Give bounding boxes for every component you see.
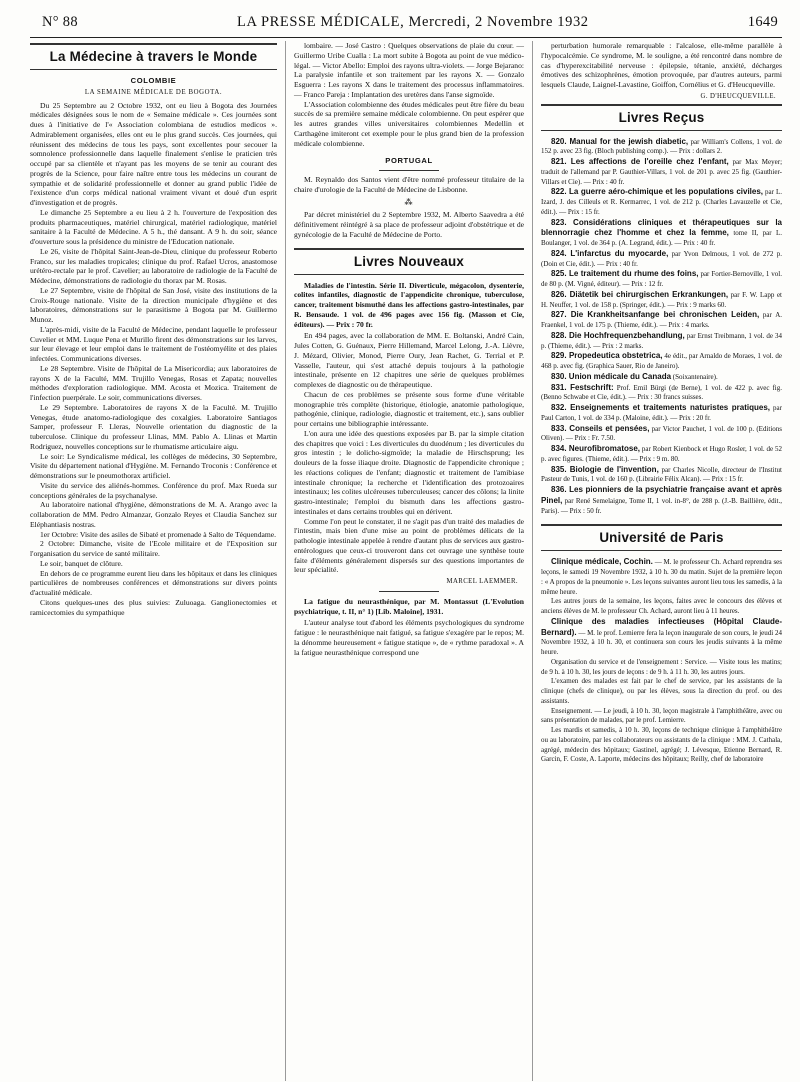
column-2 (285, 41, 532, 1081)
article-body (30, 101, 277, 618)
book-title: 826. Diätetik bei chirurgischen Erkrankungen, (551, 289, 729, 299)
paragraph: perturbation humorale remarquable : l'alcalose, elle-même parallèle à l'hypocalcémie. Ce syndrome, M. le souligne, a été rencontré dans nombre de cas d'hyperexcitabilité nerveuse : épilepsie, tétanie, anxiété, décharges émotives des schizophrènes, émotion provoquée, par d'autres auteurs, parmi lesquels Claude, Laignel-Lavastine, Goiffon, Cornélius et G. d'Heucqueville. (541, 41, 782, 89)
book-title: 830. Union médicale du Canada (551, 371, 672, 381)
paragraph: Le 29 Septembre. Laboratoires de rayons X de la Faculté. M. Trujillo Venegas, étude anatomo-radiologique des coxalgies. Laboratoire Santiagos Samper, professeur F. Lleras, Nouvelle orientation du diagnostic de la tuberculose. Clinique du professeur Llinas, MM. Pablo A. Llinas et Martin Rodriguez, nouvelles conceptions sur le rhumatisme articulaire aigu. (30, 402, 277, 451)
book-title: 831. Festschrift: (551, 382, 614, 392)
running-header (30, 14, 782, 38)
review-body (294, 331, 524, 575)
country-heading: COLOMBIE (130, 76, 177, 85)
book-details: par Fortier-Bernoville, 1 vol. de 80 p. (M. Vigné, éditeur). — Prix : 12 fr. (541, 270, 782, 288)
paragraph: Visite du service des aliénés-hommes. Conférence du prof. Max Rueda sur conceptions générales de la psychanalyse. (30, 480, 277, 500)
issue-number: N° 88 (42, 14, 78, 30)
book-entry (541, 137, 782, 158)
book-title: 836. Les pionniers de la psychiatrie française avant et après Pinel, (541, 485, 782, 505)
university-paragraph (541, 617, 782, 658)
section-header-livres-nouveaux (294, 248, 524, 275)
paragraph: Le 26, visite de l'hôpital Saint-Jean-de-Dieu, clinique du professeur Roberto Franco, sur les maladies tropicales; clinique du prof. Rafael Ucros, anastomose urétéro-rectale par le prof. Cavelier; au laboratoire de radiologie de la Faculté de Médecine, démonstrations de radiologie du thorax par M. Rosas. (30, 246, 277, 285)
journal-title-date: LA PRESSE MÉDICALE, Mercredi, 2 Novembre 1932 (237, 14, 589, 30)
book-title: 820. Manual for the jewish diabetic, (551, 136, 689, 146)
book-entry (541, 331, 782, 352)
book-entry (541, 269, 782, 290)
paragraph: L'on aura une idée des questions exposées par B. par la simple citation des chapitres que voici : Les diverticules du duodénum ; les diverticules du gros intestin ; le dolicho-sigmoïde; la maladie de Hirschsprung; les douleurs de la fosse iliaque droite. Diagnostic de l'appendicite chronique ; les réactions coliques de l'enfant; diagnostic et traitement de l'amibiase intestinale chronique; la recherche et l'identification des protozoaires intestinaux; les colites ulcéreuses tuberculeuses; cancer des côlons; la linite gastro-intestinale; l'emploi du bismuth dans les affections gastro-intestinales et dans certains troubles qui en dérivent. (294, 428, 524, 516)
review-heading: Maladies de l'intestin. Série II. Diverticule, mégacolon, dysenterie, colites infantiles, diagnostic de l'appendicite chronique, tuberculose, cancer, traitement bismuthé dans les affections gastro-intestinales, par R. Bensaude. 1 vol. de 496 pages avec 156 fig. (Masson et Cie, éditeurs). — Prix : 70 fr. (294, 280, 524, 329)
course-details: Enseignement. — Le jeudi, à 10 h. 30, leçon magistrale à l'amphithéâtre, avec ou sans présentation de malades, par le prof. Lemierre. (541, 706, 782, 725)
course-details: Les autres jours de la semaine, les leçons, faites avec le concours des élèves et anciens élèves de M. le professeur Ch. Achard, auront lieu à 11 heures. (541, 597, 782, 615)
section-header-medecine (30, 43, 277, 70)
review-signature: MARCEL LAEMMER. (446, 578, 518, 585)
book-entry (541, 351, 782, 372)
book-details: par Ernst Treibmann, 1 vol. de 34 p. (Thieme, édit.). — Prix : 2 marks. (541, 331, 782, 350)
book-title: 827. Die Krankheitsanfange bei chronischen Leiden, (551, 310, 760, 320)
book-title: 821. Les affections de l'oreille chez l'enfant, (551, 157, 729, 166)
book-title: 824. L'infarctus du myocarde, (551, 248, 669, 258)
paragraph: lombaire. — José Castro : Quelques observations de plaie du cœur. — Guillermo Uribe Cualla : La mort subite à Bogota au point de vue médico-légal. — Victor Abello: Emploi des rayons ultra-violets. — Jorge Bejarano: La paralysie infantile et son traitement par les rayons X. — Gonzalo Esguerra : Les rayons X dans le traitement des processus inflammatoires. — Franco Pareja : Implantation des uretères dans l'anse sigmoïde. (294, 41, 524, 99)
book-title: 832. Enseignements et traitements naturistes pratiques, (551, 403, 770, 412)
book-details: par Robert Kienbock et Hugo Rosler, 1 vol. de 52 p. avec figures. (Thieme, édit.). — Prix : 9 m. 80. (541, 445, 782, 463)
paragraph: 1er Octobre: Visite des asiles de Sibaté et promenade à Salto de Téquendame. (40, 529, 277, 539)
book-title: 828. Die Hochfrequenzbehandlung, (551, 330, 685, 340)
university-news (541, 557, 782, 765)
book-details: par A. Fraenkel, 1 vol. de 175 p. (Thieme, édit.). — Prix : 4 marks. (541, 311, 782, 329)
paragraph: 2 Octobre: Dimanche, visite de l'Ecole militaire et de l'Exposition sur l'organisation du service de santé militaire. (30, 539, 277, 558)
book-entry (541, 485, 782, 516)
book-entry (541, 465, 782, 486)
paragraph: L'auteur analyse tout d'abord les éléments psychologiques du syndrome fatigue : le neurasthénique nait fatigué, sa fatigue s'exagère par le repos; M. la dénomme heureusement « fatigue statique », de « rythme paradoxal ». A la fatigue neurasthénique correspond une (294, 618, 524, 657)
paragraph: Le dimanche 25 Septembre a eu lieu à 2 h. l'ouverture de l'exposition des produits pharmaceutiques, matériel chirurgical, matériel radiologique, matériel sanitaire à la Faculté de Médecine. A 5 h., thé dansant. A 9 h. du soir, séance d'ouverture sous la présidence du ministre de l'Education nationale. (30, 207, 277, 246)
article-continuation (294, 41, 524, 148)
book-entry (541, 187, 782, 217)
section-header-universite (541, 524, 782, 551)
book-details: par Yvon Delmous, 1 vol. de 272 p. (Doin et Cie, édit.). — Prix : 40 fr. (541, 249, 782, 268)
course-title: Clinique médicale, Cochin. (551, 557, 653, 567)
book-entry (541, 424, 782, 445)
course-title: Clinique des maladies infectieuses (Hôpital Claude-Bernard). (541, 616, 782, 637)
section-title: Livres Reçus (618, 109, 705, 125)
review-heading: La fatigue du neurasthénique, par M. Montassut (L'Evolution psychiatrique, t. II, n° 1) [Lib. Maloine], 1931. (294, 596, 524, 616)
book-entry (541, 403, 782, 424)
section-title: La Médecine à travers le Monde (49, 49, 258, 64)
paragraph: Citons quelques-unes des plus suivies: Zuluoaga. Ganglionectomies et ramicectomies du sympathique (30, 597, 277, 617)
country-heading: PORTUGAL (385, 156, 433, 166)
section-header-livres-recus (541, 104, 782, 131)
university-paragraph (541, 557, 782, 597)
paragraph: Par décret ministériel du 2 Septembre 1932, M. Alberto Saavedra a été définitivement réintégré à sa place de professeur adjoint d'obstétrique et de gynécologie de la Faculté de Médecine de Porto. (294, 210, 524, 239)
university-paragraph (541, 726, 782, 765)
book-entry (541, 372, 782, 383)
book-details: Prof. Emil Bürgi (de Berne), 1 vol. de 422 p. avec fig. (Benno Schwabe et Cie, édit.). — Prix : 30 francs suisses. (541, 383, 782, 402)
university-paragraph (541, 707, 782, 727)
book-details: (Soixantenaire). (671, 372, 718, 381)
book-details: par F. W. Lapp et H. Neuffer, 1 vol. de 158 p. (Springer, édit.). — Prix : 9 marks 60. (541, 290, 782, 309)
paragraph: Le soir: Le Syndicalisme médical, les collèges de médecins, 30 Septembre, Visite du département national d'Hygiène. M. Fernando Troconis : Conférence et démonstrations sur le pneumothorax artificiel. (30, 451, 277, 480)
book-details: par Victor Pauchet, 1 vol. de 100 p. (Editions Oliven). — Prix : Fr. 7.50. (541, 424, 782, 443)
book-details: par Paul Carton, 1 vol. de 334 p. (Maloine, édit.). — Prix : 20 fr. (541, 404, 782, 422)
books-list (541, 137, 782, 517)
book-details: par L. Izard, J. des Cilleuls et R. Kermarrec, 1 vol. de 212 p. (Charles Lavauzelle et Cie, édit.). — Prix : 15 fr. (541, 188, 782, 216)
book-entry (541, 310, 782, 331)
course-details: — M. le prof. Lemierre fera la leçon inaugurale de son cours, le jeudi 24 Novembre 1932, à 10 h. 30, et continuera son cours les jeudis suivants à la même heure. (541, 628, 782, 656)
paragraph: M. Reynaldo dos Santos vient d'être nommé professeur titulaire de la chaire d'urologie de la Faculté de Médecine de Lisbonne. (294, 175, 524, 194)
course-details: Les mardis et samedis, à 10 h. 30, leçons de technique clinique à l'amphithéâtre ou au laboratoire, par les collaborateurs ou assistants de la clinique : MM. J. Cathala, agrégé, médecin des hôpitaux; Gastinel, agrégé; J. Lévesque, Etienne Bernard, R. Garcin, F. Coste, A. Laporte, médecins des hôpitaux; Reilly, chef de laboratoire (541, 726, 782, 764)
book-title: 834. Neurofibromatose, (551, 444, 641, 453)
section-title: Livres Nouveaux (353, 253, 465, 269)
university-paragraph (541, 677, 782, 706)
column-3 (532, 41, 782, 1081)
paragraph: Le 28 Septembre. Visite de l'hôpital de La Misericordia; aux laboratoires de rayons X de la Faculté, MM. Trujillo Venegas, Rosas et Zapata; nouvelles méthodes d'exploration radiologique. MM. Acosta et Mozica. Traitement de l'infection puerpérale. Le soir, communications diverses. (30, 363, 277, 402)
course-details: Organisation du service et de l'enseignement : Service. — Visite tous les matins; de 9 h. à 10 h. 30, les jours de leçons : de 9 h. à 11 h. 30, les autres jours. (541, 657, 782, 676)
section-title: Université de Paris (599, 530, 724, 546)
book-details: tome II, par L. Boulanger, 1 vol. de 364 p. (A. Legrand, édit.). — Prix : 40 fr. (541, 229, 782, 247)
divider (379, 170, 439, 171)
review-signature: G. D'HEUCQUEVILLE. (700, 92, 776, 100)
book-details: par William's Collens, 1 vol. de 152 p. avec 23 fig. (Bloch publishing comp.). — Prix : dollars 2. (541, 137, 782, 156)
paragraph: En dehors de ce programme eurent lieu dans les hôpitaux et dans les cliniques particulières de nombreuses conférences et démonstrations sur divers points d'actualité médicale. (30, 568, 277, 597)
paragraph: Du 25 Septembre au 2 Octobre 1932, ont eu lieu à Bogota des Journées médicales désignées sous le nom de « Semaine médicale ». Ces journées sont dues à l'initiative de l'« Association colombiana de estudios medicos ». Admirablement organisées, elles ont eu le plus grand succès. Ces journées, qui réunissent des médecins de tous les pays, sont excellentes pour secouer la somnolence professionnelle dans laquelle finalement s'enlise le praticien très occupé par sa clientèle et n'ayant pas les moyens de se tenir au courant des progrès de la Science, pour faire naître entre tous les médecins un courant de sympathie et de solidarité professionnelle et donner au grand public l'idée de l'existence d'un corps médical national vraiment vivant et doué d'un esprit d'investigation et de progrès. (30, 100, 277, 207)
divider (379, 591, 439, 592)
column-1 (30, 41, 285, 1081)
paragraph: L'Association colombienne des études médicales peut être fière du beau succès de sa première semaine médicale colombienne. On peut espérer que les autres grandes villes universitaires colombiennes Medellin et Carthagène imiteront cet exemple pour le plus grand bien de la profession médicale colombienne. (294, 99, 524, 148)
book-title: 823. Considérations cliniques et thérapeutiques sur la blennorragie chez l'homme et chez la femme, (541, 217, 782, 238)
book-entry (541, 444, 782, 465)
university-paragraph (541, 597, 782, 617)
paragraph: Au laboratoire national d'hygiène, démonstrations de M. A. Arango avec la collaboration de MM. Pedro Almanzar, Gonzalo Reyes et Claudia Sanchez sur Eléphantiasis nostras. (30, 500, 277, 529)
book-details: par René Semelaigne, Tome II, 1 vol. in-8°, de 288 p. (J.-B. Baillière, édit., Paris). — Prix : 50 fr. (541, 496, 782, 515)
paragraph: En 494 pages, avec la collaboration de MM. E. Boltanski, André Cain, Jules Cotten, G. Guénaux, Pierre Hillemand, Marcel Lelong, J.-A. Lièvre, J. Mézard, Olivier, Monod, Pierre Oury, Jean Rachet, G. Terrial et P. Vasselle, l'auteur, qui s'est attaché depuis toujours à la pathologie intestinale, présente en 12 chapitres une série de quelques problèmes complexes de diagnostic ou de thérapeutique. (294, 331, 524, 389)
book-details: par Max Meyer; traduit de l'allemand par P. Gauthier-Villars, 1 vol. de 201 p. avec 25 fig. (Gauthier-Villars et Cie). — Prix : 40 fr. (541, 158, 782, 186)
university-paragraph (541, 658, 782, 678)
book-details: par Charles Nicolle, directeur de l'Institut Pasteur de Tunis, 1 vol. de 160 p. (Librairie Félix Alcan). — Prix : 15 fr. (541, 465, 782, 484)
paragraph: Le 27 Septembre, visite de l'hôpital de San José, visite des institutions de la Croix-Rouge nationale. Visite de la direction municipale d'hygiène et des laboratoires, démonstrations sur le parasitisme à Bogota par M. Guillermo Munoz. (30, 285, 277, 324)
book-entry (541, 249, 782, 270)
page-number: 1649 (747, 14, 778, 30)
book-entry (541, 157, 782, 187)
paragraph: L'après-midi, visite de la Faculté de Médecine, pendant laquelle le professeur Cuvelier et MM. Luque Pena et Murillo firent des démonstrations sur les larves, sur leur élevage et leur emploi dans le traitement de l'ostéomyélite et des plaies infectées. Communications diverses. (30, 324, 277, 363)
paragraph: Chacun de ces problèmes se présente sous forme d'une véritable monographie très complète (historique, étiologie, anatomie pathologique, pathogénie, clinique, radiologie, diagnostic et traitement, etc.), sans oublier pour certains une bibliographie intéressante. (294, 389, 524, 428)
course-details: — M. le professeur Ch. Achard reprendra ses leçons, le samedi 19 Novembre 1932, à 10 h. 30 du matin. Sujet de la première leçon : « A propos de la pneumonie ». Les leçons suivantes auront lieu tous les samedis, à la même heure. (541, 558, 782, 596)
paragraph: Le soir, banquet de clôture. (40, 558, 123, 568)
book-entry (541, 218, 782, 249)
book-title: 835. Biologie de l'invention, (551, 464, 659, 474)
book-entry (541, 383, 782, 404)
book-entry (541, 290, 782, 311)
book-details: 4e édit., par Arnaldo de Moraes, 1 vol. de 468 p. avec fig. (Graphica Sauer, Rio de Janeiro). (541, 352, 782, 370)
course-details: L'examen des malades est fait par le chef de service, par les assistants de la clinique (chefs de clinique), ou par les élèves, sous la direction du prof. ou des assistants. (541, 677, 782, 705)
book-title: 822. La guerre aéro-chimique et les populations civiles, (551, 187, 764, 197)
book-title: 829. Propedeutica obstetrica, (551, 351, 663, 361)
star-separator: ⁂ (404, 197, 414, 207)
book-title: 825. Le traitement du rhume des foins, (551, 269, 699, 279)
article-subtitle: LA SEMAINE MÉDICALE DE BOGOTA. (84, 88, 223, 96)
paragraph: Comme l'on peut le constater, il ne s'agit pas d'un traité des maladies de l'intestin, mais bien d'une mise au point de problèmes délicats de la pathologie intestinale appelée à rendre d'autant plus de services aux gastro-entérologues que ceux-ci trouveront dans cet ouvrage une synthèse toute faite d'éléments généralement dispersés sur des questions importantes de leur spécialité. (294, 516, 524, 575)
book-title: 833. Conseils et pensées, (551, 423, 650, 433)
